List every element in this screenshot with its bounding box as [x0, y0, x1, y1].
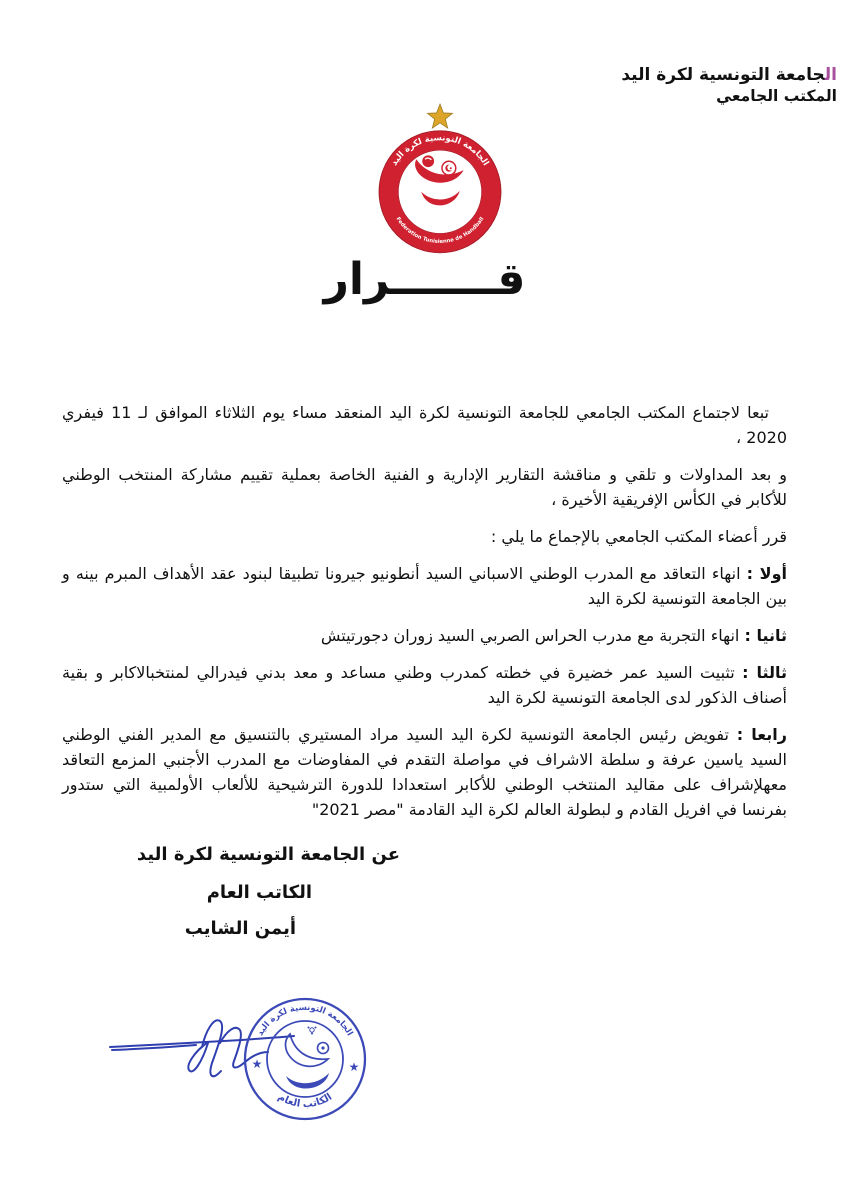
signature-name: أيمن الشايب — [184, 918, 296, 939]
clause-third-label: ثالثا : — [742, 663, 788, 682]
intro-paragraph-1: تبعا لاجتماع المكتب الجامعي للجامعة التونسية لكرة اليد المنعقد مساء يوم الثلاثاء الموافق لـ 11 فيفري 2020 ، — [62, 403, 787, 447]
org-name-highlight: ال — [824, 65, 837, 85]
signature-on-behalf: عن الجامعة التونسية لكرة اليد — [136, 844, 400, 865]
logo-star-icon — [428, 104, 453, 128]
logo-arabic-text: الجامعة التونسية لكرة اليد — [388, 132, 492, 168]
signature-block — [88, 844, 400, 939]
clause-first: أولا : انهاء التعاقد مع المدرب الوطني الاسباني السيد أنطونيو جيرونا تطبيقا لبنود عقد الأهداف المبرم بينه و بين الجامعة التونسية لكرة اليد — [62, 564, 788, 608]
intro-paragraph-2: و بعد المداولات و تلقي و مناقشة التقارير الإدارية و الفنية الخاصة بعملية تقييم مشاركة المنتخب الوطني للأكابر في الكأس الإفريقية الأخيرة ، — [62, 465, 787, 509]
letterhead — [621, 64, 837, 106]
org-name — [621, 64, 837, 86]
stamp-right-star-icon: ★ — [348, 1060, 360, 1074]
clause-fourth: رابعا : تفويض رئيس الجامعة التونسية لكرة اليد السيد مراد المستيري بالتنسيق مع المدير الفني الوطني السيد ياسين عرفة و سلطة الاشراف في مواصلة التقدم في المفاوضات مع المدرب الأجنبي المزمع التعاقد معهلإشراف على مقاليد المنتخب الوطني للأكابر استعدادا للدورة الترشيحية للألعاب الأولمبية التي ستدور بفرنسا في افريل القادم و لبطولة العالم لكرة اليد القادمة "مصر 2021" — [62, 725, 788, 819]
clause-second: ثانيا : انهاء التجربة مع مدرب الحراس الصربي السيد زوران دجورتيتش — [320, 626, 787, 645]
stamp-bottom-text: الكاتب العام — [275, 1091, 335, 1111]
official-stamp — [245, 999, 365, 1119]
org-name-rest: جامعة التونسية لكرة اليد — [621, 65, 825, 85]
clause-first-label: أولا : — [746, 564, 788, 583]
svg-text:الجامعة التونسية لكرة اليد — [255, 1002, 356, 1038]
stamp-and-signature — [90, 972, 412, 1144]
stamp-top-text: الجامعة التونسية لكرة اليد — [254, 1001, 356, 1038]
clause-second-label: ثانيا : — [744, 626, 787, 645]
stamp-left-star-icon: ★ — [251, 1057, 263, 1071]
decision-title: قـــــــرار — [323, 254, 526, 305]
clause-fourth-label: رابعا : — [736, 725, 788, 744]
office-name: المكتب الجامعي — [716, 87, 837, 105]
svg-text:الكاتب العام — [276, 1092, 334, 1111]
signature-role: الكاتب العام — [206, 882, 312, 903]
decide-line: قرر أعضاء المكتب الجامعي بالإجماع ما يلي : — [490, 527, 787, 546]
decision-body — [62, 400, 787, 834]
logo-french-text: Federation Tunisienne de Handball — [394, 216, 486, 246]
clause-third: ثالثا : تثبيت السيد عمر خضيرة في خطته كمدرب وطني مساعد و معد بدني فيدرالي لمنتخبالاكابر و بقية أصناف الذكور لدى الجامعة التونسية لكرة اليد — [62, 663, 788, 707]
federation-logo — [371, 102, 509, 254]
